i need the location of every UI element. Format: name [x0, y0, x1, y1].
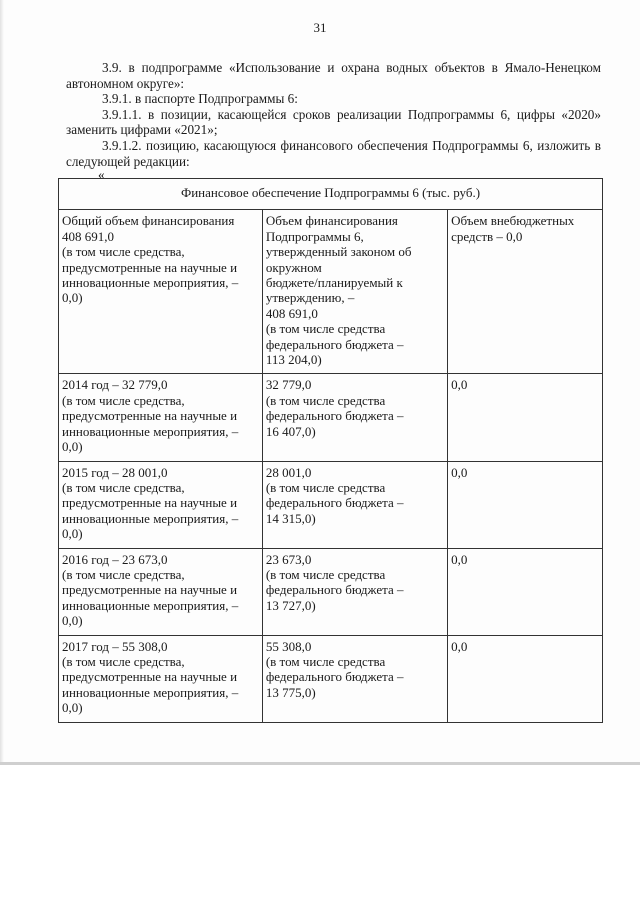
- table-row: [59, 635, 603, 722]
- cell-text-line: Объем внебюджетных: [451, 213, 575, 229]
- cell-text-line: (в том числе средства: [265, 653, 386, 669]
- year-approved-cell: [262, 635, 447, 722]
- extrabudget-cell: [448, 210, 603, 374]
- cell-text-line: 23 673,0: [265, 551, 312, 567]
- year-approved-cell: [262, 548, 447, 635]
- cell-text-line: инновационные мероприятия, –: [62, 275, 239, 291]
- paragraph-3-9: 3.9. в подпрограмме «Использование и охрана водных объектов в Ямало-Ненецком автономном округе»:: [66, 60, 601, 91]
- cell-text-line: Объем финансирования: [265, 213, 398, 229]
- cell-text-line: инновационные мероприятия, –: [62, 510, 239, 526]
- cell-text-line: (в том числе средства,: [62, 244, 185, 260]
- cell-text-line: бюджете/планируемый к: [265, 275, 403, 291]
- cell-text-line: (в том числе средства: [265, 321, 386, 337]
- year-approved-cell: [262, 374, 447, 461]
- cell-text-line: 2016 год – 23 673,0: [62, 551, 168, 567]
- cell-text-line: инновационные мероприятия, –: [62, 684, 239, 700]
- cell-text-line: предусмотренные на научные и: [62, 408, 238, 424]
- cell-text-line: федерального бюджета –: [265, 669, 404, 685]
- cell-text-line: (в том числе средства: [265, 566, 386, 582]
- cell-text-line: предусмотренные на научные и: [62, 495, 238, 511]
- table-row: [59, 374, 603, 461]
- scan-bottom-edge: [0, 762, 640, 765]
- cell-text-line: 0,0): [62, 613, 83, 629]
- year-extrabudget-cell: 0,0: [448, 461, 603, 548]
- cell-text-line: предусмотренные на научные и: [62, 669, 238, 685]
- cell-text-line: (в том числе средства,: [62, 653, 185, 669]
- cell-text-line: (в том числе средства: [265, 392, 386, 408]
- cell-text-line: 2017 год – 55 308,0: [62, 638, 168, 654]
- cell-text-line: предусмотренные на научные и: [62, 259, 238, 275]
- table-title: Финансовое обеспечение Подпрограммы 6 (тыс. руб.): [59, 179, 603, 210]
- summary-row: [59, 210, 603, 374]
- document-body: [66, 60, 601, 181]
- cell-text-line: 28 001,0: [265, 464, 312, 480]
- cell-text-line: 408 691,0: [62, 228, 114, 244]
- year-total-cell: [59, 374, 263, 461]
- cell-text-line: 0,0): [62, 700, 83, 716]
- paragraph-3-9-1-1: 3.9.1.1. в позиции, касающейся сроков реализации Подпрограммы 6, цифры «2020» заменить цифрами «2021»;: [66, 106, 601, 138]
- cell-text-line: 16 407,0): [265, 423, 316, 439]
- cell-text-line: 2014 год – 32 779,0: [62, 377, 168, 393]
- cell-text-line: Общий объем финансирования: [62, 213, 235, 229]
- cell-text-line: 14 315,0): [265, 510, 316, 526]
- year-extrabudget-cell: 0,0: [448, 635, 603, 722]
- cell-text-line: 2015 год – 28 001,0: [62, 464, 168, 480]
- cell-text-line: 0,0): [62, 439, 83, 455]
- cell-text-line: 408 691,0: [265, 305, 318, 321]
- cell-text-line: 55 308,0: [265, 638, 312, 654]
- cell-text-line: инновационные мероприятия, –: [62, 597, 239, 613]
- cell-text-line: 0,0): [62, 526, 83, 542]
- year-approved-cell: [262, 461, 447, 548]
- cell-text-line: инновационные мероприятия, –: [62, 423, 239, 439]
- approved-financing-cell: [262, 210, 447, 374]
- financing-table: [58, 178, 603, 723]
- year-extrabudget-cell: 0,0: [448, 548, 603, 635]
- cell-text-line: (в том числе средства,: [62, 479, 185, 495]
- year-total-cell: [59, 635, 263, 722]
- year-total-cell: [59, 461, 263, 548]
- cell-text-line: 13 727,0): [265, 597, 316, 613]
- cell-text-line: федерального бюджета –: [265, 495, 404, 511]
- cell-text-line: 13 775,0): [265, 684, 316, 700]
- cell-text-line: (в том числе средства: [265, 479, 386, 495]
- table-row: [59, 461, 603, 548]
- cell-text-line: средств – 0,0: [451, 228, 523, 244]
- cell-text-line: 113 204,0): [265, 352, 322, 368]
- cell-text-line: утверждению, –: [265, 290, 355, 306]
- cell-text-line: 32 779,0: [265, 377, 312, 393]
- cell-text-line: Подпрограммы 6,: [265, 228, 364, 244]
- year-total-cell: [59, 548, 263, 635]
- cell-text-line: предусмотренные на научные и: [62, 582, 238, 598]
- paragraph-3-9-1-2: 3.9.1.2. позицию, касающуюся финансового обеспечения Подпрограммы 6, изложить в следующей редакции:: [66, 137, 601, 169]
- cell-text-line: (в том числе средства,: [62, 566, 185, 582]
- cell-text-line: федерального бюджета –: [265, 408, 404, 424]
- cell-text-line: окружном: [265, 259, 322, 275]
- opening-quote: «: [98, 167, 105, 183]
- cell-text-line: (в том числе средства,: [62, 392, 185, 408]
- scan-left-shadow: [0, 0, 4, 765]
- total-financing-cell: [59, 210, 263, 374]
- cell-text-line: федерального бюджета –: [265, 336, 404, 352]
- table-header-row: [59, 179, 603, 210]
- table-row: [59, 548, 603, 635]
- page-number: 31: [313, 20, 327, 35]
- year-extrabudget-cell: 0,0: [448, 374, 603, 461]
- cell-text-line: 0,0): [62, 290, 83, 306]
- paragraph-3-9-1: 3.9.1. в паспорте Подпрограммы 6:: [102, 91, 298, 107]
- cell-text-line: федерального бюджета –: [265, 582, 404, 598]
- cell-text-line: утвержденный законом об: [265, 244, 412, 260]
